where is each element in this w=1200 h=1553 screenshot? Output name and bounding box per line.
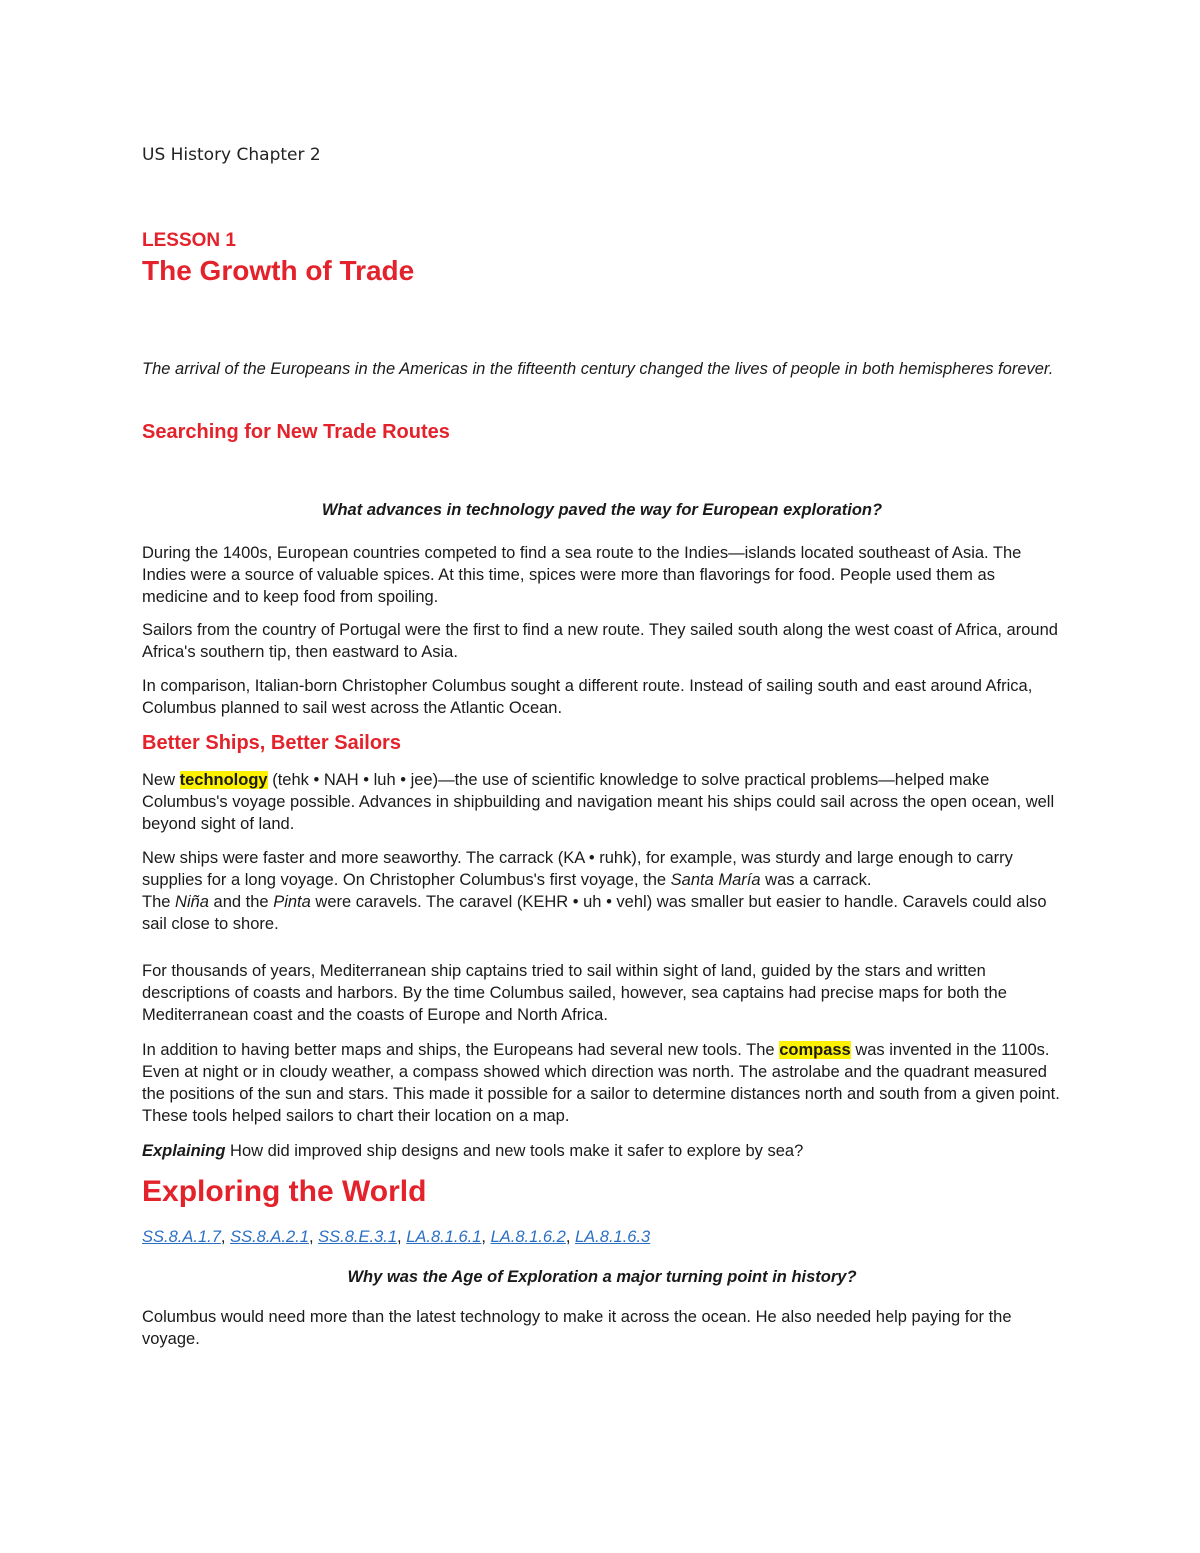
paragraph-mediterranean: For thousands of years, Mediterranean ship captains tried to sail within sight of land, guided by the stars and written descriptions of coasts and harbors. By the time Columbus sailed, however, sea captains had precise maps for both the Mediterranean coast and the coasts of Europe and North Africa. (142, 962, 1007, 1024)
standards-links: SS.8.A.1.7, SS.8.A.2.1, SS.8.E.3.1, LA.8.1.6.1, LA.8.1.6.2, LA.8.1.6.3 (142, 1228, 651, 1246)
paragraph-columbus-route: In comparison, Italian-born Christopher Columbus sought a different route. Instead of sailing south and east around Africa, Columbus planned to sail west across the Atlantic Ocean. (142, 677, 1033, 717)
paragraph-ships: New ships were faster and more seaworthy. The carrack (KA • ruhk), for example, was sturdy and large enough to carry supplies for a long voyage. On Christopher Columbus's first voyage, the Santa María was a carrack. The Niña and the Pinta were caravels. The caravel (KEHR • uh • vehl) was smaller but easier to handle. Caravels could also sail close to shore. (142, 849, 1047, 933)
ship-name-santa-maria: Santa María (670, 871, 761, 889)
explaining-label: Explaining (142, 1142, 226, 1160)
section-heading-trade-routes: Searching for New Trade Routes (142, 421, 450, 443)
paragraph-funding: Columbus would need more than the latest technology to make it across the ocean. He also needed help paying for the voyage. (142, 1308, 1012, 1348)
essential-question-2: Why was the Age of Exploration a major turning point in history? (347, 1268, 857, 1286)
standard-link[interactable]: LA.8.1.6.1 (406, 1228, 482, 1246)
document-title: US History Chapter 2 (142, 145, 321, 165)
ship-name-nina: Niña (175, 893, 209, 911)
paragraph-indies: During the 1400s, European countries competed to find a sea route to the Indies—islands located southeast of Asia. The Indies were a source of valuable spices. At this time, spices were more than flavorings for food. People used them as medicine and to keep food from spoiling. (142, 544, 1022, 606)
paragraph-technology: New technology (tehk • NAH • luh • jee)—the use of scientific knowledge to solve practical problems—helped make Columbus's voyage possible. Advances in shipbuilding and navigation meant his ships could sail across the open ocean, well beyond sight of land. (142, 771, 1055, 833)
section-heading-exploring-world: Exploring the World (142, 1175, 427, 1208)
lesson-label: LESSON 1 (142, 230, 236, 251)
paragraph-tools: In addition to having better maps and ships, the Europeans had several new tools. The compass was invented in the 1100s. Even at night or in cloudy weather, a compass showed which direction was north. The astrolabe and the quadrant measured the positions of the sun and stars. This made it possible for a sailor to determine distances north and south from a given point. These tools helped sailors to chart their location on a map. (142, 1041, 1060, 1125)
section-heading-better-ships: Better Ships, Better Sailors (142, 732, 401, 754)
standard-link[interactable]: LA.8.1.6.3 (575, 1228, 651, 1246)
lesson-title: The Growth of Trade (142, 255, 415, 286)
vocab-technology: technology (179, 771, 268, 789)
standard-link[interactable]: SS.8.A.2.1 (230, 1228, 309, 1246)
standard-link[interactable]: LA.8.1.6.2 (490, 1228, 566, 1246)
ship-name-pinta: Pinta (273, 893, 311, 911)
explaining-prompt: Explaining How did improved ship designs and new tools make it safer to explore by sea? (142, 1142, 804, 1160)
standard-link[interactable]: SS.8.A.1.7 (142, 1228, 221, 1246)
vocab-compass: compass (779, 1041, 851, 1059)
paragraph-portugal: Sailors from the country of Portugal were the first to find a new route. They sailed south along the west coast of Africa, around Africa's southern tip, then eastward to Asia. (142, 621, 1058, 661)
essential-question-1: What advances in technology paved the way for European exploration? (321, 501, 883, 519)
intro-paragraph: The arrival of the Europeans in the Americas in the fifteenth century changed the lives of people in both hemispheres forever. (142, 360, 1054, 378)
standard-link[interactable]: SS.8.E.3.1 (318, 1228, 398, 1246)
